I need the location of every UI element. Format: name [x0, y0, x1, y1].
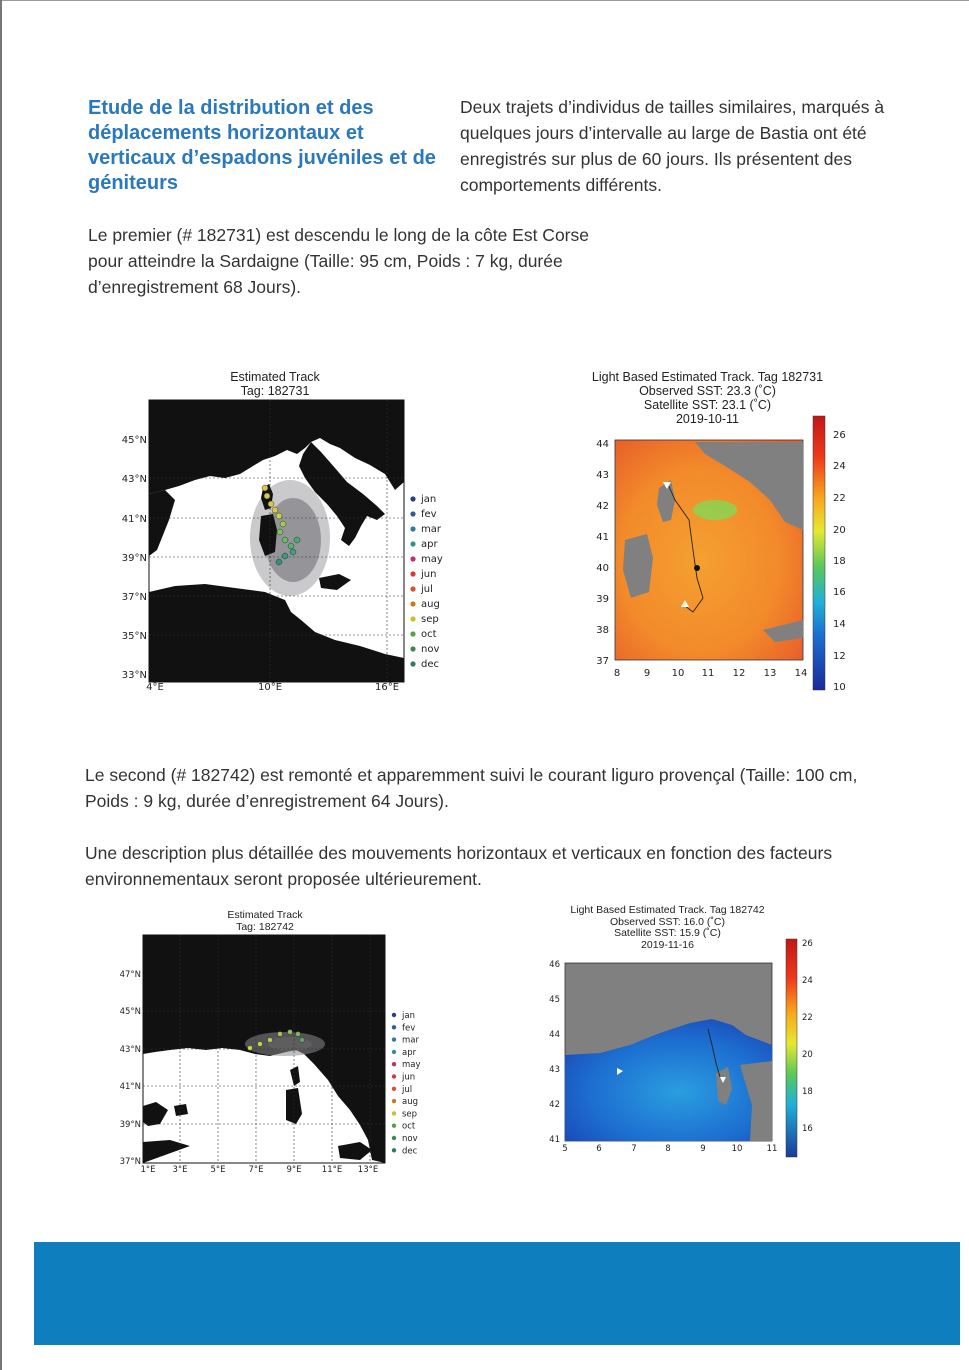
- legend-label-jul: jul: [402, 1084, 413, 1095]
- lon-label: 3°E: [172, 1165, 188, 1175]
- lon-label: 1°E: [140, 1165, 156, 1175]
- lat-label: 39°N: [121, 553, 147, 564]
- current-position-marker: [694, 565, 700, 571]
- x-tick: 8: [665, 1144, 671, 1154]
- y-tick: 45: [549, 995, 560, 1005]
- y-tick: 38: [596, 625, 609, 636]
- colorbar-tick: 12: [833, 651, 846, 662]
- x-axis: [562, 1144, 777, 1154]
- legend-marker-dec: [410, 661, 415, 666]
- y-tick: 44: [549, 1030, 560, 1040]
- sst-map-2: [540, 905, 830, 1170]
- page-left-edge: [0, 0, 2, 1370]
- colorbar-tick: 24: [802, 976, 813, 986]
- colorbar-tick: 22: [833, 493, 846, 504]
- x-tick: 10: [731, 1144, 743, 1154]
- legend-label-may: may: [402, 1060, 421, 1071]
- y-tick: 41: [549, 1135, 560, 1145]
- legend-marker-may: [410, 556, 415, 561]
- lon-axis: [140, 1165, 378, 1175]
- figure-subtitle-line: Satellite SST: 15.9 (˚C): [614, 927, 721, 939]
- lon-axis: [146, 682, 399, 693]
- y-tick: 37: [596, 656, 609, 667]
- lon-label: 16°E: [374, 682, 400, 693]
- month-legend: [410, 494, 442, 670]
- lat-label: 45°N: [119, 1007, 141, 1017]
- legend-label-oct: oct: [421, 629, 437, 640]
- lat-label: 43°N: [119, 1045, 141, 1055]
- colorbar-ticks: [802, 939, 813, 1134]
- lat-label: 37°N: [119, 1157, 141, 1167]
- legend-marker-jan: [410, 496, 415, 501]
- figure-title-line: Estimated Track: [230, 370, 320, 384]
- y-tick: 41: [596, 532, 609, 543]
- y-tick: 42: [596, 501, 609, 512]
- legend-label-jan: jan: [402, 1011, 415, 1021]
- track-map-2: [110, 910, 440, 1175]
- legend-marker-jun: [410, 571, 415, 576]
- figure-date-line: 2019-11-16: [641, 938, 694, 951]
- colorbar-ticks: [833, 430, 846, 693]
- paragraph-outlook: Une description plus détaillée des mouvements horizontaux et verticaux en fonction des facteurs environnementaux seront proposée ultérieurement.: [85, 843, 833, 889]
- colorbar-tick: 26: [802, 939, 813, 949]
- uncertainty-inner: [268, 1037, 312, 1051]
- legend-label-sep: sep: [421, 614, 439, 625]
- lon-label: 13°E: [357, 1165, 379, 1175]
- legend-marker-apr: [392, 1050, 396, 1054]
- lon-label: 11°E: [321, 1165, 343, 1175]
- legend-marker-sep: [410, 616, 415, 621]
- x-tick: 6: [596, 1144, 602, 1154]
- footer-blue-band: [34, 1242, 960, 1345]
- legend-label-nov: nov: [421, 644, 440, 655]
- section-heading: Etude de la distribution et des déplacements horizontaux et verticaux d’espadons juvéniles et de géniteurs: [88, 97, 436, 194]
- track-map-1: [115, 370, 460, 695]
- legend-marker-nov: [392, 1136, 396, 1140]
- x-tick: 10: [671, 668, 685, 679]
- legend-label-nov: nov: [402, 1134, 418, 1144]
- x-tick: 11: [766, 1144, 778, 1154]
- y-tick: 40: [596, 563, 609, 574]
- colorbar-tick: 14: [833, 619, 846, 630]
- lat-label: 33°N: [121, 670, 147, 681]
- colorbar-tick: 18: [833, 556, 846, 567]
- y-tick: 43: [596, 470, 609, 481]
- lat-label: 41°N: [119, 1082, 141, 1092]
- legend-marker-aug: [392, 1099, 396, 1103]
- legend-marker-oct: [410, 631, 415, 636]
- x-tick: 12: [732, 668, 746, 679]
- lat-label: 47°N: [119, 970, 141, 980]
- land-balearic-small: [174, 1104, 188, 1116]
- y-axis: [596, 439, 609, 667]
- x-tick: 9: [643, 668, 651, 679]
- legend-label-fev: fev: [402, 1023, 416, 1034]
- legend-marker-fev: [410, 511, 415, 516]
- colorbar-tick: 16: [833, 587, 846, 598]
- legend-marker-aug: [410, 601, 415, 606]
- figure-sst-182742: [540, 905, 830, 1170]
- lon-label: 7°E: [248, 1165, 264, 1175]
- figure-title-line: Estimated Track: [227, 909, 303, 921]
- month-legend: [392, 1011, 421, 1156]
- legend-label-oct: oct: [402, 1121, 416, 1132]
- figure-subtitle-line: Satellite SST: 23.1 (˚C): [643, 398, 772, 412]
- x-axis: [614, 668, 808, 679]
- page-top-edge: [0, 0, 969, 1]
- lat-label: 43°N: [121, 474, 147, 485]
- legend-label-aug: aug: [421, 599, 440, 610]
- colorbar-tick: 24: [833, 461, 846, 472]
- y-tick: 46: [549, 960, 560, 970]
- colorbar: [813, 416, 825, 690]
- legend-marker-dec: [392, 1148, 396, 1152]
- lat-label: 37°N: [121, 592, 147, 603]
- legend-marker-mar: [392, 1037, 396, 1041]
- x-tick: 13: [763, 668, 777, 679]
- colorbar-tick: 20: [802, 1050, 813, 1060]
- lat-label: 35°N: [121, 631, 147, 642]
- sst-green-patch: [693, 500, 737, 520]
- legend-label-jan: jan: [421, 494, 437, 505]
- legend-marker-jul: [410, 586, 415, 591]
- lon-label: 10°E: [257, 682, 283, 693]
- legend-marker-may: [392, 1062, 396, 1066]
- legend-label-dec: dec: [421, 659, 439, 670]
- legend-marker-sep: [392, 1111, 396, 1115]
- colorbar: [786, 939, 797, 1157]
- colorbar-tick: 22: [802, 1013, 813, 1023]
- legend-marker-mar: [410, 526, 415, 531]
- legend-label-aug: aug: [402, 1097, 418, 1108]
- lon-label: 5°E: [210, 1165, 226, 1175]
- legend-label-apr: apr: [421, 539, 438, 550]
- legend-marker-oct: [392, 1124, 396, 1128]
- legend-label-fev: fev: [421, 509, 437, 520]
- figure-track-182742: [110, 910, 440, 1175]
- figure-subtitle-line: Tag: 182731: [240, 384, 310, 398]
- legend-label-may: may: [421, 554, 443, 565]
- x-tick: 5: [562, 1144, 568, 1154]
- paragraph-first-tag: Le premier (# 182731) est descendu le long de la côte Est Corse pour atteindre la Sardaigne (Taille: 95 cm, Poids : 7 kg, durée d’enregistrement 68 Jours).: [88, 225, 589, 297]
- colorbar-tick: 26: [833, 430, 846, 441]
- colorbar-tick: 10: [833, 682, 846, 693]
- legend-label-mar: mar: [402, 1035, 419, 1046]
- legend-label-sep: sep: [402, 1109, 418, 1120]
- y-tick: 39: [596, 594, 609, 605]
- lat-axis: [122, 435, 147, 681]
- y-tick: 43: [549, 1065, 560, 1075]
- colorbar-tick: 16: [802, 1124, 813, 1134]
- lon-label: 4°E: [146, 682, 164, 693]
- y-tick: 44: [596, 439, 609, 450]
- figure-date-line: 2019-10-11: [675, 412, 739, 426]
- x-tick: 8: [613, 668, 621, 679]
- figure-sst-182731: [575, 370, 865, 695]
- legend-label-jun: jun: [421, 569, 437, 580]
- y-tick: 42: [549, 1100, 560, 1110]
- lat-label: 45°N: [121, 435, 147, 446]
- lat-label: 41°N: [121, 514, 147, 525]
- paragraph-second-tag: Le second (# 182742) est remonté et apparemment suivi le courant liguro provençal (Taille: 100 cm, Poids : 9 kg, durée d’enregistrement 64 Jours).: [85, 765, 858, 811]
- lon-label: 9°E: [286, 1165, 302, 1175]
- sst-map-1: [575, 370, 865, 695]
- figure-subtitle-line: Observed SST: 23.3 (˚C): [639, 384, 776, 398]
- figure-subtitle-line: Observed SST: 16.0 (˚C): [610, 915, 725, 928]
- legend-label-dec: dec: [402, 1146, 418, 1157]
- figure-track-182731: [115, 370, 460, 695]
- intro-paragraph: Deux trajets d’individus de tailles similaires, marqués à quelques jours d’intervalle au large de Bastia ont été enregistrés sur plus de 60 jours. Ils présentent des comportements différents.: [460, 97, 885, 195]
- x-tick: 9: [700, 1144, 706, 1154]
- legend-marker-apr: [410, 541, 415, 546]
- legend-label-jul: jul: [421, 584, 433, 595]
- colorbar-tick: 20: [833, 525, 846, 536]
- figure-title-line: Light Based Estimated Track. Tag 182731: [591, 370, 824, 384]
- lat-axis: [120, 970, 141, 1167]
- figure-title-line: Light Based Estimated Track. Tag 182742: [570, 904, 765, 916]
- legend-marker-jun: [392, 1074, 396, 1078]
- x-tick: 14: [794, 668, 808, 679]
- legend-label-apr: apr: [402, 1047, 417, 1058]
- legend-marker-fev: [392, 1025, 396, 1029]
- figure-subtitle-line: Tag: 182742: [236, 920, 294, 933]
- legend-label-jun: jun: [402, 1072, 416, 1083]
- legend-marker-jul: [392, 1087, 396, 1091]
- y-axis: [549, 960, 560, 1145]
- legend-marker-jan: [392, 1013, 396, 1017]
- legend-marker-nov: [410, 646, 415, 651]
- x-tick: 7: [631, 1144, 637, 1154]
- x-tick: 11: [701, 668, 715, 679]
- legend-label-mar: mar: [421, 524, 441, 535]
- lat-label: 39°N: [119, 1120, 141, 1130]
- colorbar-tick: 18: [802, 1087, 813, 1097]
